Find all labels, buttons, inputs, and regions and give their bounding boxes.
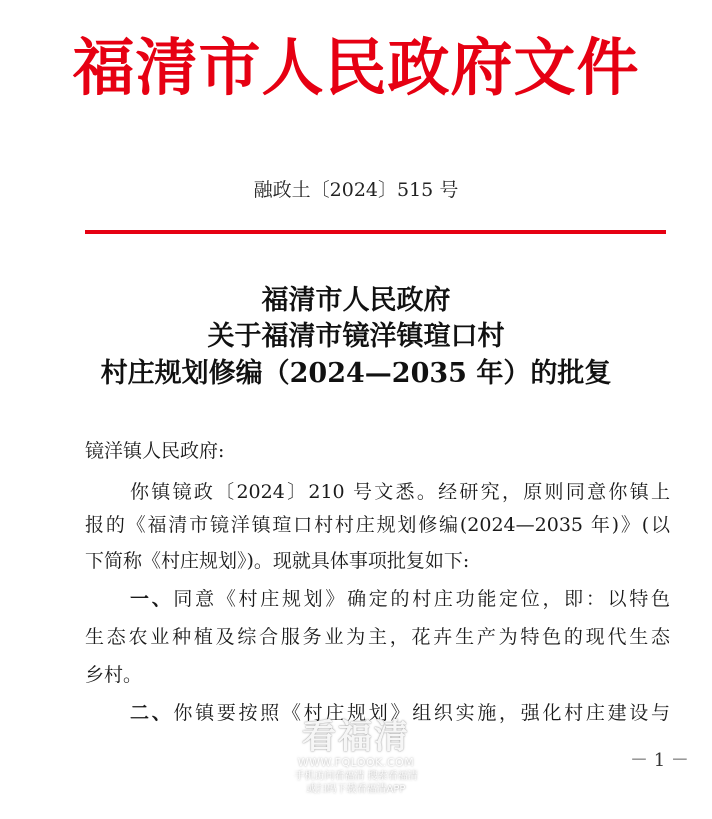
document-title-line-1: 福清市人民政府 — [261, 285, 451, 316]
paragraph-1-line-2: 报的《福清市镜洋镇瑄口村村庄规划修编(2024—2035 年)》(以 — [85, 514, 670, 536]
watermark-line-1: 手机访问看福清 搜索看福清 — [294, 771, 418, 782]
item-1-text: 同意《村庄规划》确定的村庄功能定位，即：以特色 — [173, 588, 670, 610]
watermark — [276, 718, 436, 796]
item-1-line-3: 乡村。 — [85, 664, 143, 686]
masthead: 福清市人民政府文件 — [72, 31, 640, 104]
watermark-logo: 看福清 — [302, 717, 410, 757]
red-divider — [85, 230, 666, 234]
item-1-line-1 — [130, 584, 670, 614]
watermark-url: WWW.FQLOOK.COM — [297, 756, 415, 769]
paragraph-1-line-1: 你镇镜政〔2024〕210 号文悉。经研究，原则同意你镇上 — [130, 481, 670, 503]
item-2-line-1 — [130, 698, 670, 728]
watermark-line-2: 或扫码下载看福清APP — [306, 784, 406, 795]
item-2-lead: 二、 — [130, 702, 174, 724]
item-1-line-2: 生态农业种植及综合服务业为主，花卉生产为特色的现代生态 — [85, 626, 670, 648]
item-1-lead: 一、 — [130, 588, 174, 610]
page-number: － 1 － — [630, 750, 689, 771]
document-title-line-2: 关于福清市镜洋镇瑄口村 — [207, 321, 505, 352]
salutation: 镜洋镇人民政府: — [85, 440, 225, 462]
document-number: 融政土〔2024〕515 号 — [253, 179, 459, 201]
paragraph-1-line-3: 下简称《村庄规划》)。现就具体事项批复如下: — [85, 550, 470, 572]
item-2-text: 你镇要按照《村庄规划》组织实施，强化村庄建设与 — [173, 702, 670, 724]
document-title-line-3: 村庄规划修编（2024—2035 年）的批复 — [100, 358, 612, 389]
